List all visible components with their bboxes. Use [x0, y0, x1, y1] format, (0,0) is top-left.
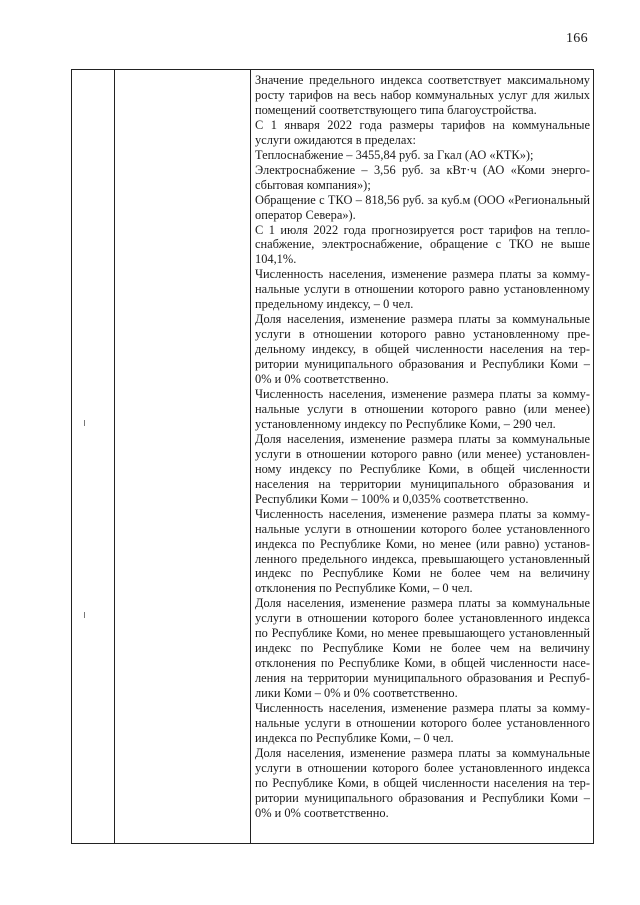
- scan-mark: [84, 420, 85, 426]
- scan-mark: [84, 612, 85, 618]
- paragraph-population-above: Численность населения, изменение размера платы за коммунальные услуги в отношении которого более установленного индекса по Республике Коми, – 0 чел.: [255, 701, 590, 745]
- paragraph-share-equal-limit: Доля населения, изменение размера платы за коммунальные услуги в отношении которого равно установленному предельному индексу, в общей численности населения на территории муниципального образования и Республики Коми – 0% и 0% соответственно.: [255, 312, 590, 387]
- paragraph-share-above: Доля населения, изменение размера платы за коммунальные услуги в отношении которого более установленного индекса по Республике Коми, в общей численности населения на территории муниципального образования и Республики Коми – 0% и 0% соответственно.: [255, 745, 590, 820]
- paragraph-population-equal-limit: Численность населения, изменение размера платы за коммунальные услуги в отношении которого равно установленному предельному индексу, – 0 чел.: [255, 267, 590, 312]
- column-divider-1: [114, 70, 115, 843]
- column-divider-2: [250, 70, 251, 843]
- paragraph-july-growth: С 1 июля 2022 года прогнозируется рост тарифов на теплоснабжение, электроснабжение, обращение с ТКО не выше 104,1%.: [255, 222, 590, 267]
- paragraph-index-meaning: Значение предельного индекса соответствует максимальному росту тарифов на весь набор коммунальных услуг для жилых помещений соответствующего типа благоустройства.: [255, 73, 590, 117]
- paragraph-heat-supply: Теплоснабжение – 3455,84 руб. за Гкал (АО «КТК»);: [255, 147, 534, 162]
- paragraph-population-equal-komi: Численность населения, изменение размера платы за коммунальные услуги в отношении которого равно (или менее) установленному индексу по Республике Коми, – 290 чел.: [255, 387, 590, 431]
- paragraph-population-between: Численность населения, изменение размера платы за коммунальные услуги в отношении которого более установленного индекса по Республике Коми, но менее (или равно) установленного предельного индекса, превышающего установленный индекс по Республике Коми не более чем на величину отклонения по Республике Коми, – 0 чел.: [255, 506, 590, 596]
- paragraph-tariffs-intro: С 1 января 2022 года размеры тарифов на коммунальные услуги ожидаются в пределах:: [255, 117, 590, 147]
- paragraph-electricity: Электроснабжение – 3,56 руб. за кВт·ч (АО «Коми энергосбытовая компания»);: [255, 162, 590, 192]
- paragraph-waste: Обращение с ТКО – 818,56 руб. за куб.м (ООО «Региональный оператор Севера»).: [255, 192, 590, 222]
- table-cell-text: [255, 73, 590, 821]
- paragraph-share-between: Доля населения, изменение размера платы за коммунальные услуги в отношении которого более установленного индекса по Республике Коми, но менее превышающего установленный индекс по Республике Коми не более чем на величину отклонения по Республике Коми, в общей численности населения на территории муниципального образования и Республики Коми – 0% и 0% соответственно.: [255, 596, 590, 701]
- page-number: 166: [566, 31, 588, 46]
- paragraph-share-equal-komi: Доля населения, изменение размера платы за коммунальные услуги в отношении которого равно (или менее) установленному индексу по Республике Коми, в общей численности населения на территории муниципального образования и Республики Коми – 100% и 0,035% соответственно.: [255, 431, 590, 506]
- table: [71, 69, 594, 844]
